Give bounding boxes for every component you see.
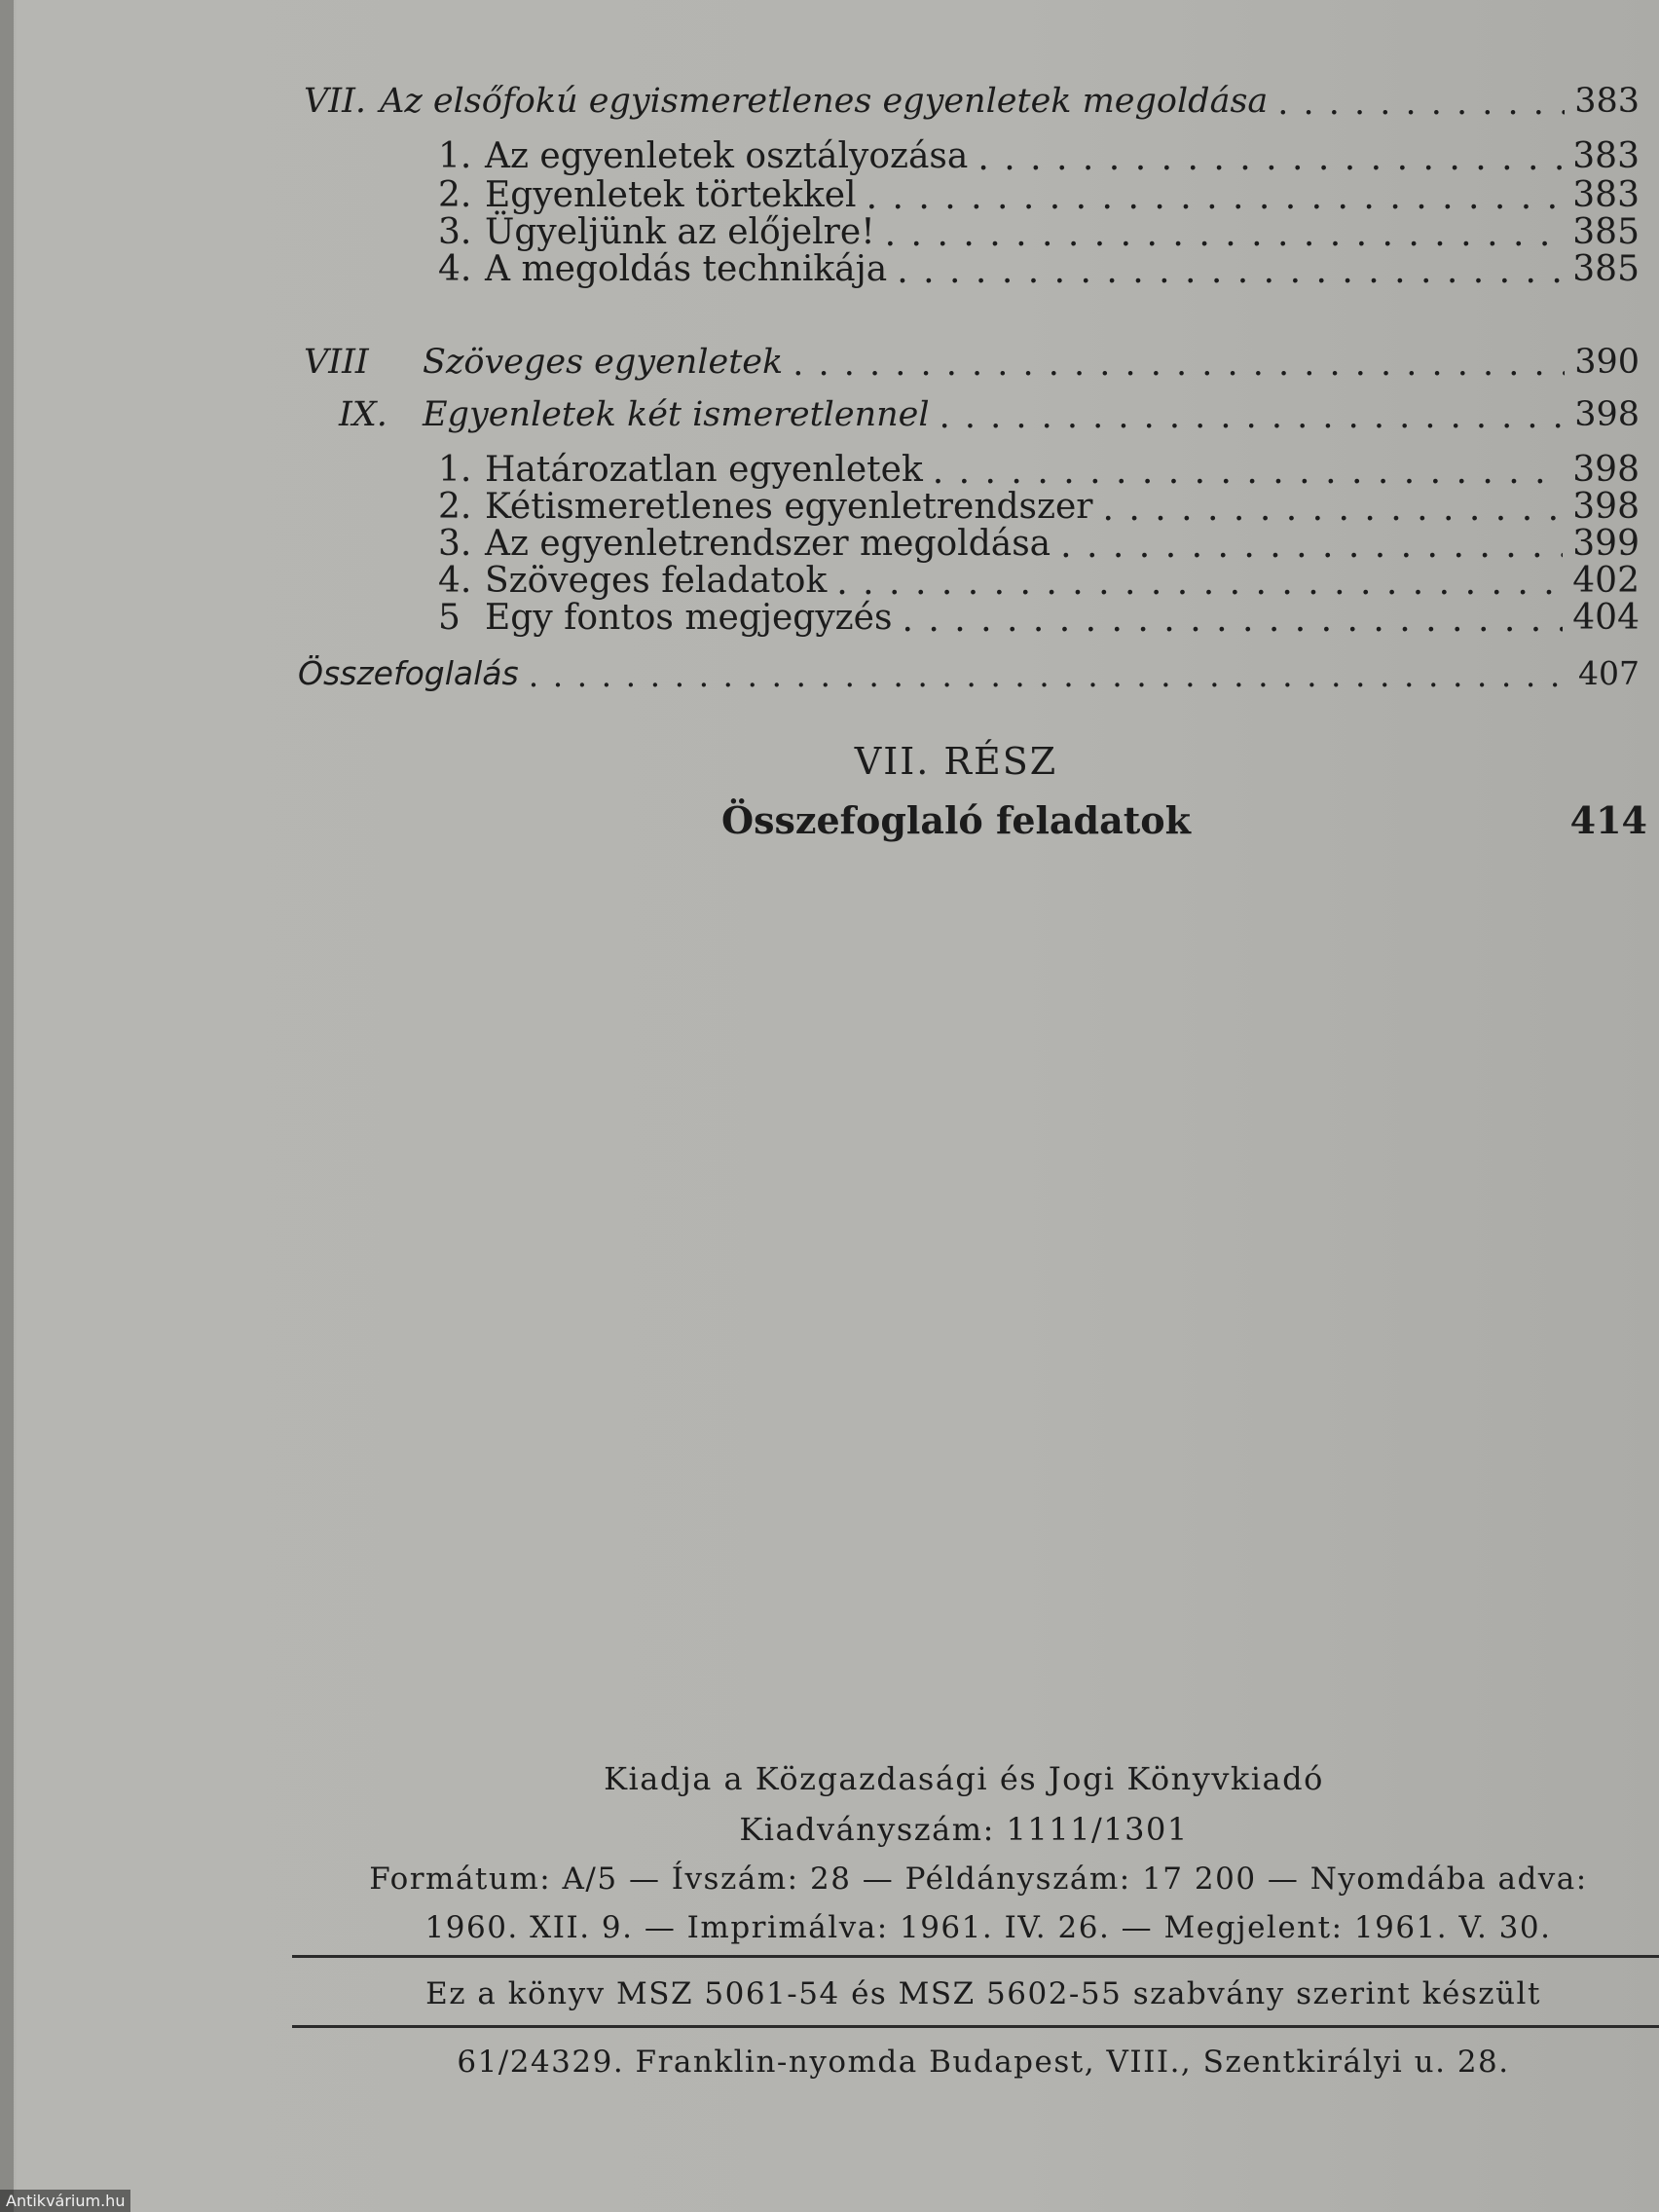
chapter-page: 383 [1574, 82, 1640, 121]
chapter-roman: VII. [304, 82, 367, 121]
item-page: 385 [1572, 249, 1640, 289]
part-page: 414 [1569, 798, 1647, 842]
leader-dots [885, 214, 1564, 249]
watermark: Antikvárium.hu [0, 2190, 130, 2212]
toc-item [438, 136, 1640, 176]
chapter-page: 398 [1574, 395, 1640, 434]
toc-item [438, 212, 1640, 252]
toc-item [438, 175, 1640, 215]
leader-dots [1277, 84, 1565, 118]
book-spine-edge [0, 0, 14, 2212]
imprint-publication-number: Kiadványszám: 1111/1301 [739, 1811, 1189, 1848]
imprint-dates-line: 1960. XII. 9. — Imprimálva: 1961. IV. 26. — Megjelent: 1961. V. 30. [424, 1910, 1552, 1945]
leader-dots [933, 452, 1564, 487]
toc-item [438, 249, 1640, 289]
item-title: Határozatlan egyenletek [485, 450, 923, 490]
leader-dots [866, 177, 1564, 212]
summary-page: 407 [1578, 654, 1640, 692]
chapter-title: Egyenletek két ismeretlennel [423, 395, 930, 434]
item-number: 1. [438, 450, 472, 490]
toc-item [438, 487, 1640, 527]
item-page: 383 [1572, 175, 1640, 215]
leader-dots [836, 563, 1563, 598]
item-page: 385 [1572, 212, 1640, 252]
imprint-standard: Ez a könyv MSZ 5061-54 és MSZ 5602-55 szabvány szerint készült [425, 1976, 1541, 2011]
item-number: 2. [438, 487, 472, 527]
leader-dots [793, 345, 1565, 379]
item-page: 404 [1572, 598, 1640, 638]
chapter-page: 390 [1574, 343, 1640, 382]
item-title: Az egyenletrendszer megoldása [485, 524, 1051, 564]
toc-item [438, 450, 1640, 490]
imprint-format-line: Formátum: A/5 — Ívszám: 28 — Példányszám: 17 200 — Nyomdába adva: [369, 1862, 1588, 1897]
item-number: 5 [438, 598, 461, 638]
toc-chapter-vii [304, 82, 1640, 121]
part-heading: VII. RÉSZ [854, 740, 1058, 783]
item-title: Egyenletek törtekkel [485, 175, 857, 215]
chapter-title: Az elsőfokú egyismeretlenes egyenletek megoldása [380, 82, 1269, 121]
toc-chapter-ix [339, 395, 1640, 434]
item-title: Az egyenletek osztályozása [485, 136, 969, 176]
imprint-publisher: Kiadja a Közgazdasági és Jogi Könyvkiadó [604, 1760, 1324, 1797]
toc-item [438, 561, 1640, 601]
chapter-title: Szöveges egyenletek [423, 343, 784, 382]
toc-item [438, 524, 1640, 564]
item-number: 3. [438, 524, 472, 564]
toc-chapter-viii [304, 343, 1640, 382]
item-page: 398 [1572, 487, 1640, 527]
item-number: 2. [438, 175, 472, 215]
leader-dots [902, 600, 1563, 635]
part-title: Összefoglaló feladatok [721, 798, 1191, 842]
chapter-roman: IX. [339, 395, 387, 434]
toc-summary [298, 654, 1640, 692]
item-number: 3. [438, 212, 472, 252]
item-title: A megoldás technikája [485, 249, 888, 289]
imprint-printer: 61/24329. Franklin-nyomda Budapest, VIII., Szentkirályi u. 28. [457, 2045, 1510, 2080]
imprint-rule-top [292, 1955, 1659, 1958]
leader-dots [1103, 489, 1564, 524]
leader-dots [977, 138, 1563, 173]
leader-dots [940, 397, 1566, 431]
chapter-roman: VIII [304, 343, 369, 382]
leader-dots [529, 656, 1568, 688]
item-page: 399 [1572, 524, 1640, 564]
leader-dots [1060, 526, 1563, 561]
toc-item [438, 598, 1640, 638]
item-title: Egy fontos megjegyzés [485, 598, 893, 638]
item-number: 4. [438, 249, 472, 289]
item-title: Ügyeljünk az előjelre! [485, 212, 875, 252]
leader-dots [897, 251, 1563, 286]
imprint-rule-bottom [292, 2025, 1659, 2028]
item-number: 4. [438, 561, 472, 601]
item-page: 402 [1572, 561, 1640, 601]
summary-title: Összefoglalás [298, 654, 519, 692]
item-number: 1. [438, 136, 472, 176]
item-page: 398 [1572, 450, 1640, 490]
item-title: Kétismeretlenes egyenletrendszer [485, 487, 1093, 527]
item-page: 383 [1572, 136, 1640, 176]
item-title: Szöveges feladatok [485, 561, 828, 601]
